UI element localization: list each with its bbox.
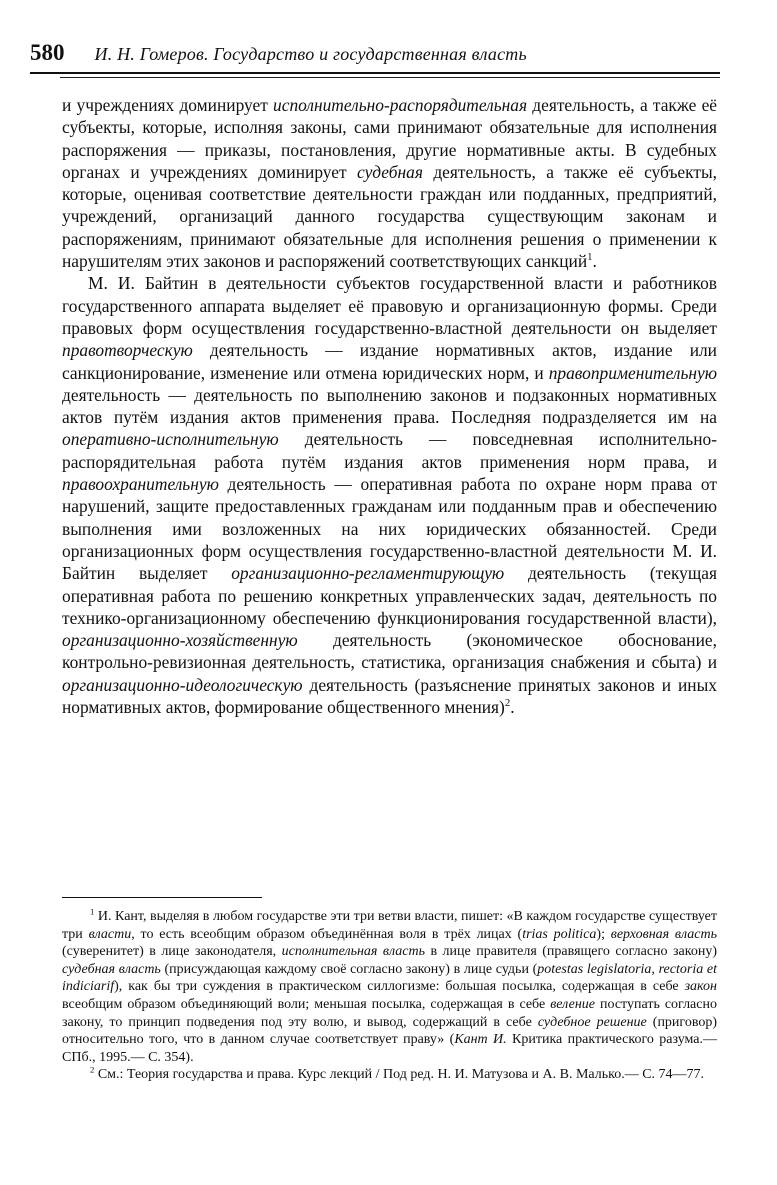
footnote: [62, 908, 717, 1066]
emphasis: Кант И.: [454, 1032, 507, 1048]
footnote-ref: 2: [90, 1064, 95, 1075]
header-rule-thin: [60, 77, 720, 78]
text-run: (приговор) относительно того, что в данном случае соответствует праву» (: [62, 1014, 717, 1048]
emphasis: исполнительно-распорядительная: [273, 95, 528, 115]
emphasis: закон: [684, 979, 717, 995]
text-run: поступать согласно закону, то принцип подведения под эту волю, и вывод, содержащий в себе: [62, 996, 717, 1030]
text-run: деятельность, а также её субъекты, которые, исполняя законы, сами принимают обязательные для исполнения распоряжения — приказы, постановления, другие нормативные акты. В судебных органах и учреждениях доминирует: [62, 95, 718, 182]
emphasis: организационно-регламентирующую: [231, 563, 505, 584]
emphasis: исполнительная власть: [281, 944, 425, 960]
footnote-ref: 1: [587, 251, 593, 264]
emphasis: судебная: [357, 161, 423, 182]
text-run: (суверенитет) в лице законодателя,: [62, 944, 282, 960]
text-run: в лице правителя (правящего согласно закону): [424, 944, 717, 960]
footnotes: [62, 908, 717, 1084]
emphasis: организационно-хозяйственную: [62, 630, 298, 651]
emphasis: правотворческую: [62, 340, 193, 361]
text-run: (присуждающая каждому своё согласно закону) в лице судьи (: [160, 961, 538, 977]
footnote-ref: 2: [504, 697, 511, 710]
emphasis: веление: [550, 996, 595, 1012]
emphasis: правоприменительную: [548, 362, 717, 383]
paragraph: [62, 94, 717, 272]
text-run: Критика практического разума.— СПб., 1995.— С. 354).: [62, 1032, 718, 1065]
text-run: деятельность, а также её субъекты, которые, оценивая соответствие деятельности граждан или подданных, предприятий, учреждений, организаций данного государства существующим законам и распоряжениям, принимают обязательные для исполнения решения о применении к нарушителям этих законов и распоряжений соответствующих санкций: [62, 161, 718, 272]
text-run: деятельность (разъяснение принятых законов и иных нормативных актов, формирование общественного мнения): [62, 674, 717, 718]
running-title: И. Н. Гомеров. Государство и государственная власть: [94, 44, 527, 64]
main-text: [62, 94, 717, 718]
emphasis: верховная власть: [610, 926, 717, 942]
text-run: ), как бы три суждения в практическом силлогизме: большая посылка, содержащая в себе: [114, 979, 685, 995]
page-header: [30, 40, 720, 66]
footnote-ref: 1: [90, 906, 95, 917]
text-run: деятельность — деятельность по выполнению законов и подзаконных нормативных актов путём издания актов применения права. Последняя подразделяется им на: [62, 384, 717, 428]
page-number: 580: [30, 40, 65, 65]
footnote: [62, 1066, 717, 1084]
text-run: деятельность (текущая оперативная работа по решению конкретных управленческих задач, деятельность по технико-организационному обеспечению функционирования государственной власти),: [62, 563, 717, 628]
text-run: деятельность (экономическое обоснование, контрольно-ревизионная деятельность, статистика, организация снабжения и сбыта) и: [62, 630, 717, 673]
paragraph: [62, 272, 717, 718]
footnote-separator: [62, 897, 262, 898]
text-run: деятельность — повседневная исполнительно-распорядительная работа путём издания актов применения норм права, и: [62, 429, 717, 472]
header-rule: [30, 72, 720, 74]
emphasis: власти: [88, 926, 132, 942]
text-run: всеобщим образом объединяющий воли; меньшая посылка, содержащая в себе: [62, 996, 551, 1012]
text-run: деятельность — издание нормативных актов, издание или санкционирование, изменение или отмена юридических норм, и: [62, 340, 717, 383]
text-run: , то есть всеобщим образом объединённая воля в трёх лицах (: [131, 926, 523, 942]
text-run: деятельность — оперативная работа по охране норм права от нарушений, защите предоставленных гражданам или подданным прав и обеспечению выполнения ими возложенных на них юридических обязанностей. Среди организационных форм осуществления государственно-властной деятельности М. И. Байтин выделяет: [62, 474, 717, 584]
text-run: И. Кант, выделяя в любом государстве эти три ветви власти, пишет: «В каждом государстве существует три: [62, 909, 717, 942]
emphasis: правоохранительную: [62, 474, 219, 495]
text-run: См.: Теория государства и права. Курс лекций / Под ред. Н. И. Матузова и А. В. Малько.— С. 74—77.: [94, 1067, 705, 1083]
emphasis: организационно-идеологическую: [62, 674, 303, 695]
emphasis: trias politica: [522, 926, 597, 942]
text-run: и учреждениях доминирует: [62, 95, 274, 115]
emphasis: судебное решение: [537, 1014, 647, 1030]
text-run: );: [596, 926, 611, 942]
text-run: .: [510, 697, 515, 718]
emphasis: potestas legislatoria, rectoria et indiciarif: [62, 961, 717, 995]
text-run: М. И. Байтин в деятельности субъектов государственной власти и работников государственного аппарата выделяет её правовую и организационную формы. Среди правовых форм осуществления государственно-властной деятельности он выделяет: [62, 273, 717, 338]
text-run: .: [592, 251, 597, 272]
emphasis: оперативно-исполнительную: [62, 429, 279, 450]
emphasis: судебная власть: [62, 961, 161, 977]
